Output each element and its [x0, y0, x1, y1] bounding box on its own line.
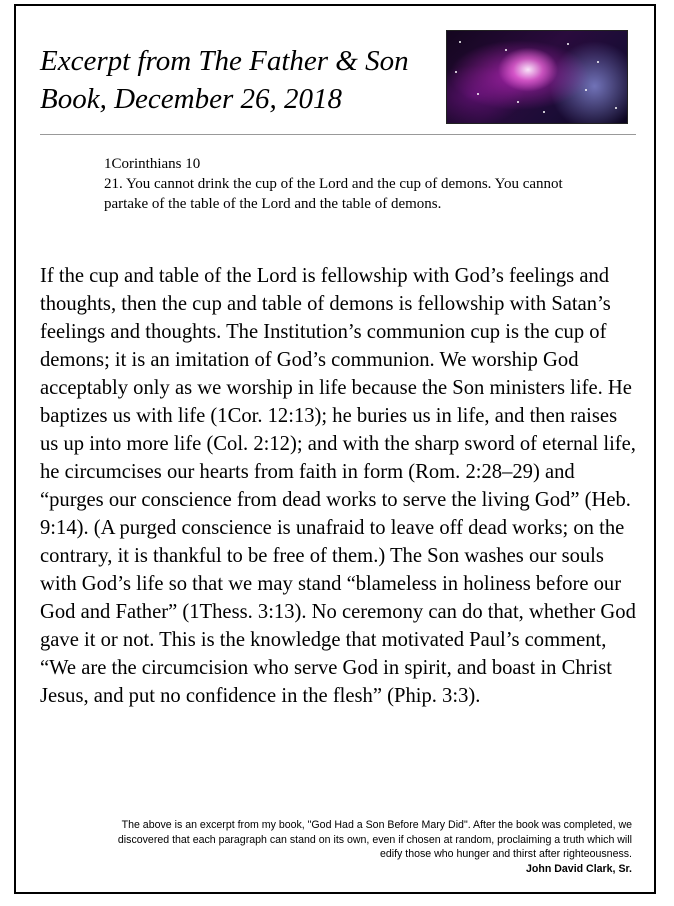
- page-frame: [14, 4, 656, 894]
- footer-note: [102, 818, 632, 876]
- header-divider: [40, 134, 636, 135]
- main-paragraph: If the cup and table of the Lord is fellowship with God’s feelings and thoughts, then the cup and table of demons is fellowship with Satan’s feelings and thoughts. The Institution’s communion cup is the cup of demons; it is an imitation of God’s communion. We worship God acceptably only as we worship in life because the Son ministers life. He baptizes us with life (1Cor. 12:13); he buries us in life, and then raises us up into more life (Col. 2:12); and with the sharp sword of eternal life, he circumcises our hearts from faith in form (Rom. 2:28–29) and “purges our conscience from dead works to serve the living God” (Heb. 9:14). (A purged conscience is unafraid to leave off dead works; on the contrary, it is thankful to be free of them.) The Son washes our souls with God’s life so that we may stand “blameless in holiness before our God and Father” (1Thess. 3:13). No ceremony can do that, whether God gave it or not. This is the knowledge that motivated Paul’s comment, “We are the circumcision who serve God in spirit, and boast in Christ Jesus, and put no confidence in the flesh” (Phip. 3:3).: [40, 265, 636, 707]
- scripture-text: 21. You cannot drink the cup of the Lord and the cup of demons. You cannot partake of the table of the Lord and the table of demons.: [104, 176, 563, 212]
- scripture-quote: [104, 154, 564, 214]
- galaxy-nebula-image: [446, 30, 628, 124]
- footer-note-text: The above is an excerpt from my book, "God Had a Son Before Mary Did". After the book was completed, we discovered that each paragraph can stand on its own, even if chosen at random, proclaiming a truth which will edify those who hunger and thirst after righteousness.: [117, 819, 632, 860]
- page-title: Excerpt from The Father & Son Book, December 26, 2018: [40, 45, 409, 115]
- scripture-reference: 1Corinthians 10: [104, 156, 201, 172]
- author-name: John David Clark, Sr.: [526, 862, 632, 875]
